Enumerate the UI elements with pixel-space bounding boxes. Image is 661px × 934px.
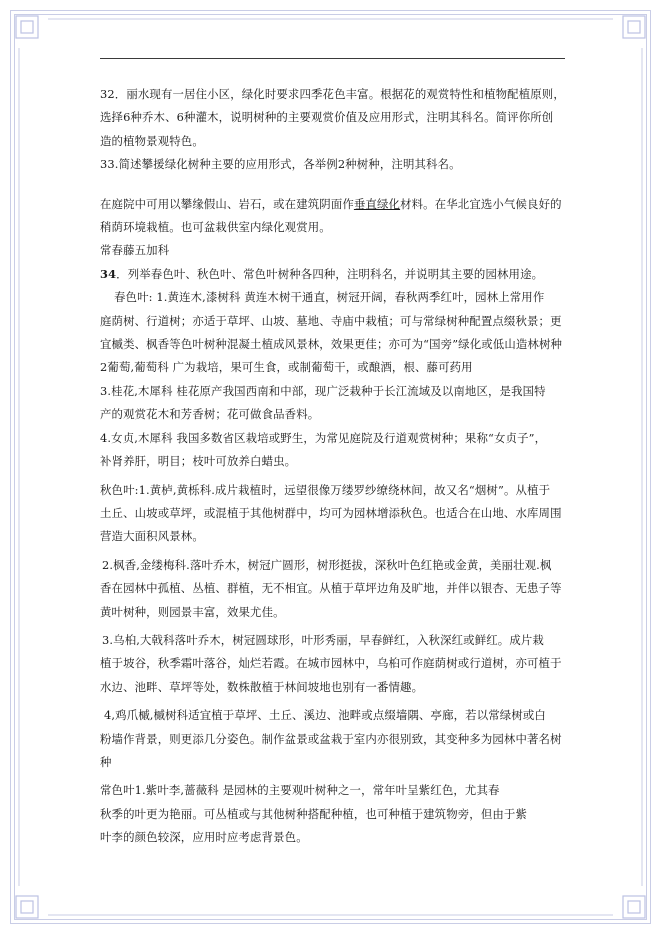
climbing-answer [100, 193, 570, 263]
text-line: 宜槭类、枫香等色叶树种混凝土植成风景林，效果更佳；亦可为“国旁”绿化或低山造林树种 [100, 337, 563, 352]
text-line: 3.乌桕,大戟科落叶乔木，树冠圆球形，叶形秀丽，早春鲜红，入秋深红或鲜红。成片栽 [102, 632, 544, 647]
question-34 [100, 263, 570, 850]
document-body [100, 83, 570, 850]
text-line: 粉墙作背景，则更添几分姿色。制作盆景或盆栽于室内亦很别致，其变种多为园林中著名树 [100, 731, 562, 746]
question-33: 33.简述攀援绿化树种主要的应用形式，各举例2种树种，注明其科名。 [100, 157, 461, 172]
text-line: 2.枫香,金缕梅科.落叶乔木，树冠广圆形，树形挺拔，深秋叶色红艳或金黄，美丽壮观.枫 [102, 557, 552, 572]
question-34-title: 34．列举春色叶、秋色叶、常色叶树种各四种，注明科名，并说明其主要的园林用途。 [100, 266, 544, 281]
text-line: 叶李的颜色较深，应用时应考虑背景色。 [100, 830, 308, 845]
text-line: 秋季的叶更为艳丽。可丛植或与其他树种搭配种植，也可种植于建筑物旁，但由于紫 [100, 806, 528, 821]
text-line: 常春藤五加科 [100, 243, 170, 258]
text-line: 选择6种乔木、6种灌木，说明树种的主要观赏价值及应用形式，注明其科名。简评你所创 [100, 110, 554, 125]
text-line: 营造大面积风景林。 [100, 529, 204, 544]
text-line: 4.女贞,木犀科 我国多数省区栽培或野生，为常见庭院及行道观赏树种；果称“女贞子”， [100, 430, 547, 445]
vertical-greening-link[interactable]: 垂直绿化 [353, 196, 401, 211]
evergreen-color-leaf-section [100, 779, 570, 849]
text-line: 秋色叶:1.黄栌,黄栎科.成片栽植时，远望很像万缕罗纱缭绕林间，故又名“烟树”。从植于 [100, 482, 551, 497]
text-line: 造的植物景观特色。 [100, 133, 204, 148]
text-line: 香在园林中孤植、丛植、群植，无不相宜。从植于草坪边角及旷地，并伴以银杏、无患子等 [100, 581, 562, 596]
autumn-color-leaf-section [100, 479, 570, 775]
text-line: 在庭院中可用以攀缘假山、岩石，或在建筑阴面作垂直绿化材料。在华北宜选小气候良好的 [100, 196, 562, 211]
spring-color-leaf-section [100, 286, 570, 473]
text-line: 春色叶: 1.黄连木,漆树科 黄连木树干通直，树冠开阔，春秋两季红叶，园林上常用作 [114, 290, 545, 305]
text-line: 植于坡谷，秋季霜叶落谷，灿烂若霞。在城市园林中，乌桕可作庭荫树或行道树，亦可植于 [100, 656, 562, 671]
header-rule [100, 58, 565, 59]
text-line: 2葡萄,葡萄科 广为栽培，果可生食，或制葡萄干，或酿酒，根、藤可药用 [100, 360, 473, 375]
text-line: 庭荫树、行道树；亦适于草坪、山坡、墓地、寺庙中栽植；可与常绿树种配置点缀秋景；更 [100, 313, 562, 328]
text-line: 土丘、山坡或草坪，或混植于其他树群中，均可为园林增添秋色。也适合在山地、水库周围 [100, 505, 562, 520]
text-line: 常色叶1.紫叶李,蔷薇科 是园林的主要观叶树种之一，常年叶呈紫红色，尤其春 [100, 783, 500, 798]
text-line: 稍荫环境栽植。也可盆栽供室内绿化观赏用。 [100, 220, 331, 235]
text-line: 补肾养肝，明目；枝叶可放养白蜡虫。 [100, 454, 297, 469]
text-line: 黄叶树种，则园景丰富，效果尤佳。 [100, 604, 285, 619]
text-line: 种 [100, 754, 112, 769]
question-32 [100, 83, 570, 153]
text-line: 32．丽水现有一居住小区，绿化时要求四季花色丰富。根据花的观赏特性和植物配植原则， [100, 87, 565, 101]
text-line: 4,鸡爪槭,槭树科适宜植于草坪、土丘、溪边、池畔或点缀墙隅、亭廊，若以常绿树或白 [104, 708, 546, 723]
text-line: 3.桂花,木犀科 桂花原产我国西南和中部，现广泛栽种于长江流域及以南地区，是我国特 [100, 383, 546, 398]
text-line: 水边、池畔、草坪等处，数株散植于林间坡地也别有一番情趣。 [100, 679, 424, 694]
text-line: 产的观赏花木和芳香树；花可做食品香料。 [100, 407, 320, 422]
